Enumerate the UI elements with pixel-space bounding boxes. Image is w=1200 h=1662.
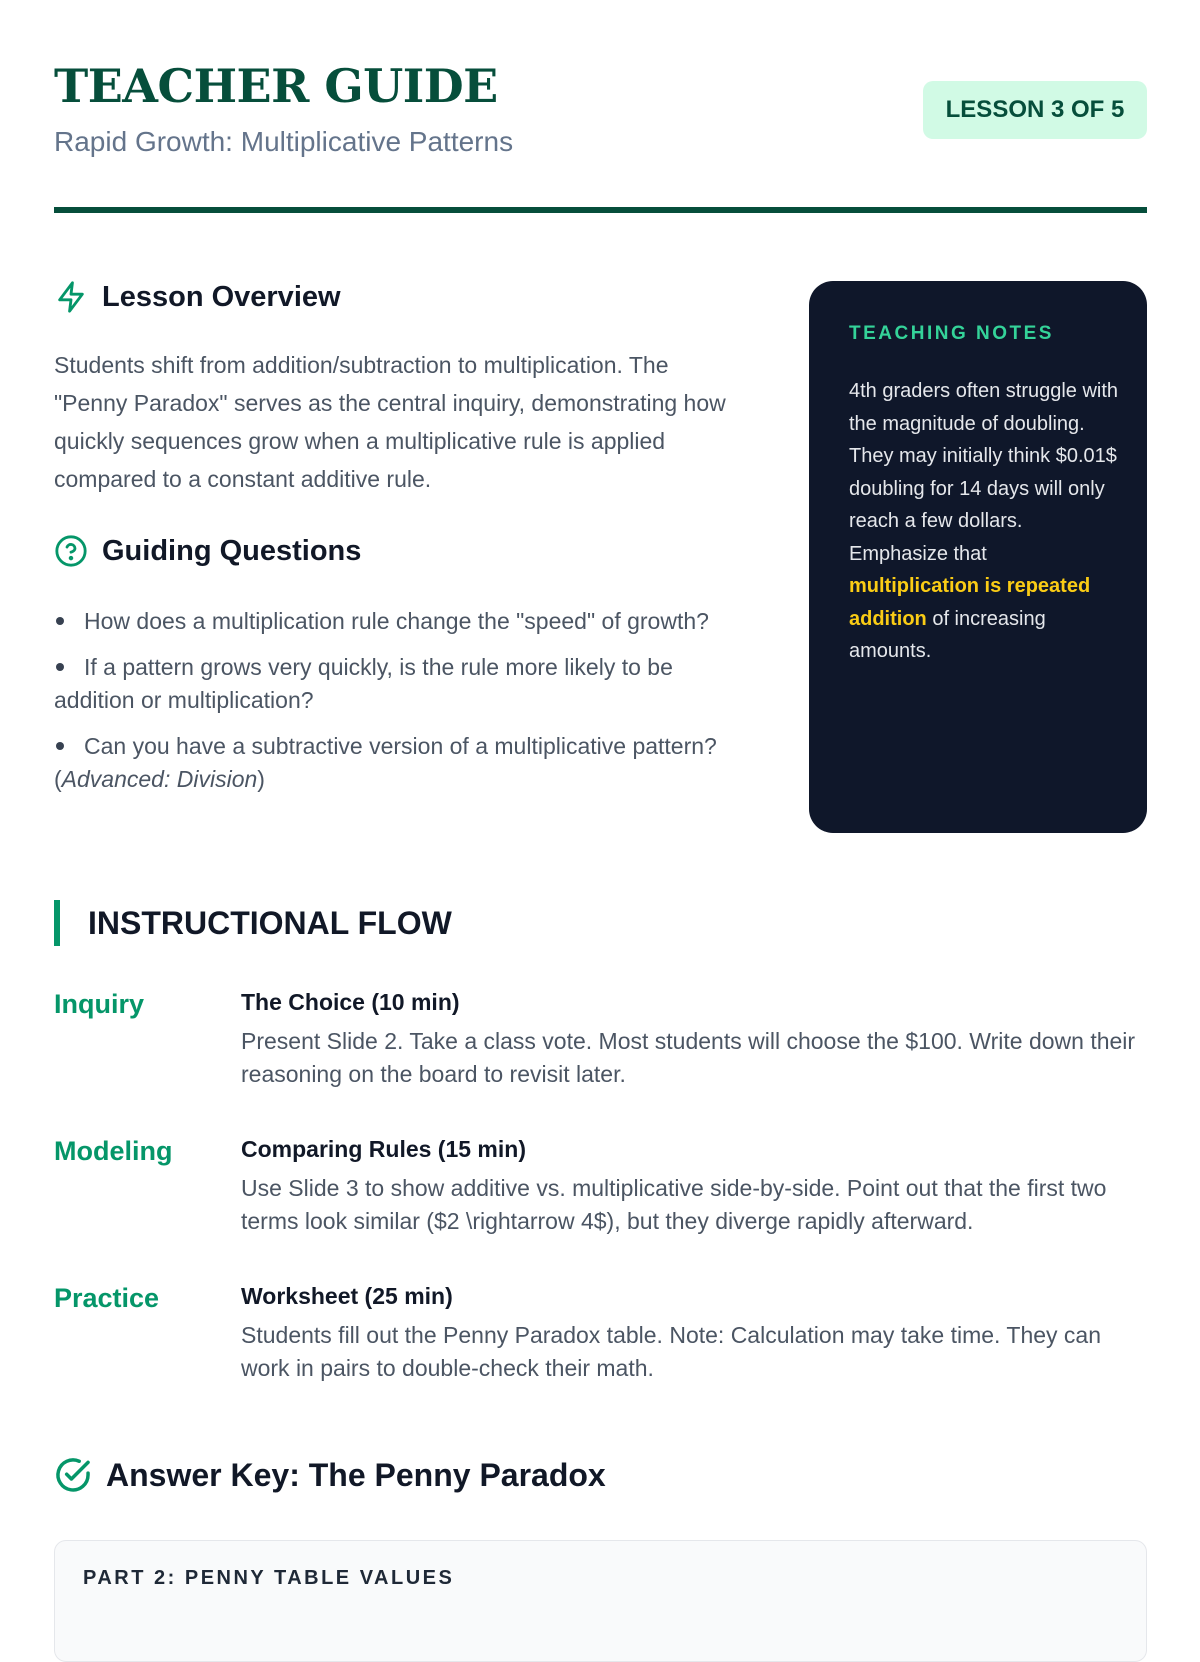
lesson-overview-text: Students shift from addition/subtraction to multiplication. The "Penny Paradox" serves as the central inquiry, demonstrating how quickly sequences grow when a multiplicative rule is applied compared to a constant additive rule. <box>54 352 726 492</box>
page-header <box>54 56 1147 166</box>
guiding-questions-list <box>54 605 744 809</box>
guiding-questions-heading <box>54 533 361 569</box>
bullet-icon <box>56 663 64 671</box>
flow-step-title: Worksheet (25 min) <box>241 1283 453 1309</box>
page-title: TEACHER GUIDE <box>54 59 498 113</box>
teaching-notes-title: TEACHING NOTES <box>849 323 1054 344</box>
teacher-guide-page <box>54 0 1147 1600</box>
section-accent-bar <box>54 900 60 946</box>
flow-step-content <box>241 986 1147 1091</box>
teaching-notes-highlight: multiplication is repeated addition <box>849 575 1091 630</box>
flow-step-title: The Choice (10 min) <box>241 989 460 1015</box>
list-item: How does a multiplication rule change the "speed" of growth? <box>54 605 744 638</box>
flow-step-content <box>241 1280 1147 1385</box>
lesson-badge: LESSON 3 OF 5 <box>923 81 1147 139</box>
check-circle-icon <box>54 1456 92 1494</box>
answer-key-heading <box>54 1456 606 1494</box>
instructional-flow-title: INSTRUCTIONAL FLOW <box>88 904 452 941</box>
bullet-icon <box>56 617 64 625</box>
lesson-overview-title: Lesson Overview <box>102 281 341 313</box>
instructional-flow-heading <box>54 900 452 946</box>
guiding-questions-title: Guiding Questions <box>102 535 362 567</box>
teaching-notes-text: 4th graders often struggle with the magnitude of doubling. They may initially think $0.01$ doubling for 14 days will only reach a few dollars. Emphasize that multiplication is repeated addition of increasing amounts. <box>849 380 1119 662</box>
flow-step-label: Practice <box>54 1283 160 1313</box>
advanced-note: Advanced: Division <box>61 766 258 792</box>
flow-step-label: Modeling <box>54 1136 173 1166</box>
question-circle-icon <box>54 534 88 568</box>
answer-key-title: Answer Key: The Penny Paradox <box>106 1457 606 1493</box>
flow-step-title: Comparing Rules (15 min) <box>241 1136 526 1162</box>
header-divider <box>54 207 1147 213</box>
flow-step-description: Present Slide 2. Take a class vote. Most students will choose the $100. Write down their reasoning on the board to revisit later. <box>241 1028 1136 1087</box>
penny-table-title: PART 2: PENNY TABLE VALUES <box>83 1567 455 1589</box>
flow-step-description: Use Slide 3 to show additive vs. multiplicative side-by-side. Point out that the first two terms look similar ($2 \rightarrow 4$), but they diverge rapidly afterward. <box>241 1175 1107 1234</box>
lightning-icon <box>54 280 88 314</box>
flow-step-content <box>241 1133 1147 1238</box>
lesson-overview-heading <box>54 279 341 315</box>
list-item: Can you have a subtractive version of a multiplicative pattern? (Advanced: Division) <box>54 733 717 792</box>
flow-step-description: Students fill out the Penny Paradox table. Note: Calculation may take time. They can work in pairs to double-check their math. <box>241 1322 1101 1381</box>
bullet-icon <box>56 742 64 750</box>
flow-step-label: Inquiry <box>54 989 145 1019</box>
list-item: If a pattern grows very quickly, is the rule more likely to be addition or multiplication? <box>54 654 673 713</box>
penny-table-card <box>54 1540 1147 1662</box>
teaching-notes-card <box>809 281 1147 833</box>
page-subtitle: Rapid Growth: Multiplicative Patterns <box>54 126 514 157</box>
